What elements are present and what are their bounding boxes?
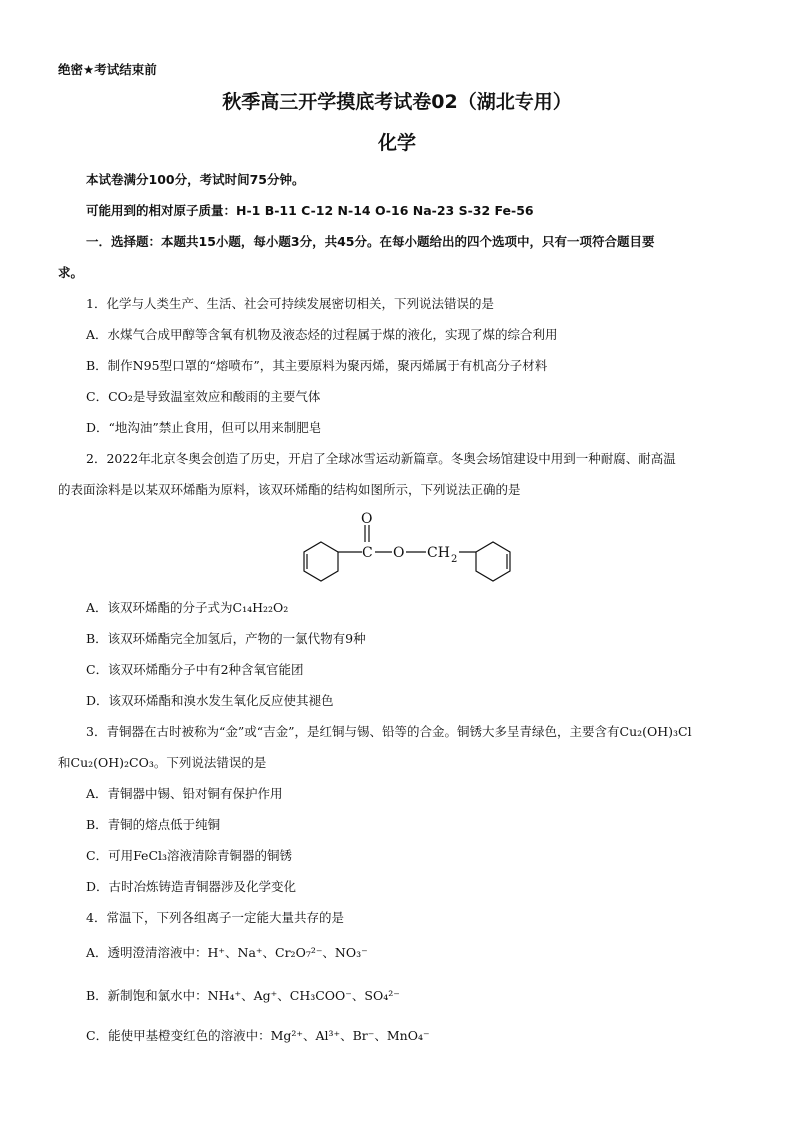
page-title: 秋季高三开学摸底考试卷02（湖北专用） [222, 91, 572, 113]
carbonyl-carbon-label: C [362, 545, 373, 561]
question-1-option-b: B．制作N95型口罩的“熔喷布”，其主要原料为聚丙烯，聚丙烯属于有机高分子材料 [86, 358, 548, 373]
question-3-option-d: D．古时冶炼铸造青铜器涉及化学变化 [86, 879, 297, 894]
section-heading: 一．选择题：本题共15小题，每小题3分，共45分。在每小题给出的四个选项中，只有一项符合题目要 [86, 234, 655, 249]
methylene-subscript: 2 [451, 554, 458, 565]
ester-oxygen-label: O [393, 545, 405, 561]
question-1-option-d: D．“地沟油”禁止食用，但可以用来制肥皂 [86, 420, 322, 435]
question-1-option-a: A．水煤气合成甲醇等含氧有机物及液态烃的过程属于煤的液化，实现了煤的综合利用 [86, 327, 558, 342]
question-2-stem: 2．2022年北京冬奥会创造了历史，开启了全球冰雪运动新篇章。冬奥会场馆建设中用到一种耐腐、耐高温 [86, 451, 676, 466]
question-1-stem: 1．化学与人类生产、生活、社会可持续发展密切相关，下列说法错误的是 [86, 296, 494, 311]
intro-score-time: 本试卷满分100分，考试时间75分钟。 [86, 172, 305, 187]
confidential-notice: 绝密★考试结束前 [58, 62, 157, 77]
carbonyl-oxygen-label: O [361, 511, 373, 527]
question-3-option-b: B．青铜的熔点低于纯铜 [86, 817, 221, 832]
question-4-option-c: C．能使甲基橙变红色的溶液中：Mg²⁺、Al³⁺、Br⁻、MnO₄⁻ [86, 1028, 430, 1043]
question-3-option-a: A．青铜器中锡、铅对铜有保护作用 [86, 786, 283, 801]
question-4-option-b: B．新制饱和氯水中：NH₄⁺、Ag⁺、CH₃COO⁻、SO₄²⁻ [86, 988, 400, 1003]
question-2-option-b: B．该双环烯酯完全加氢后，产物的一氯代物有9种 [86, 631, 366, 646]
question-2-option-d: D．该双环烯酯和溴水发生氧化反应使其褪色 [86, 693, 334, 708]
left-ring [304, 542, 338, 581]
question-1-option-c: C．CO₂是导致温室效应和酸雨的主要气体 [86, 389, 321, 404]
subject-title: 化学 [377, 132, 416, 154]
question-4-option-a: A．透明澄清溶液中：H⁺、Na⁺、Cr₂O₇²⁻、NO₃⁻ [86, 945, 368, 960]
intro-atomic-masses: 可能用到的相对原子质量：H-1 B-11 C-12 N-14 O-16 Na-23 S-32 Fe-56 [86, 203, 534, 218]
right-ring [476, 542, 510, 581]
question-2-option-a: A．该双环烯酯的分子式为C₁₄H₂₂O₂ [86, 600, 289, 615]
ester-structure-diagram [296, 508, 526, 588]
question-3-stem: 3．青铜器在古时被称为“金”或“吉金”，是红铜与锡、铅等的合金。铜锈大多呈青绿色，主要含有Cu₂(OH)₃Cl [86, 724, 692, 739]
question-3-stem-continued: 和Cu₂(OH)₂CO₃。下列说法错误的是 [58, 755, 267, 770]
methylene-label: CH [427, 545, 450, 561]
question-3-option-c: C．可用FeCl₃溶液清除青铜器的铜锈 [86, 848, 293, 863]
question-2-option-c: C．该双环烯酯分子中有2种含氧官能团 [86, 662, 304, 677]
section-heading-continued: 求。 [58, 265, 84, 280]
question-4-stem: 4．常温下，下列各组离子一定能大量共存的是 [86, 910, 344, 925]
question-2-stem-continued: 的表面涂料是以某双环烯酯为原料，该双环烯酯的结构如图所示，下列说法正确的是 [58, 482, 521, 497]
